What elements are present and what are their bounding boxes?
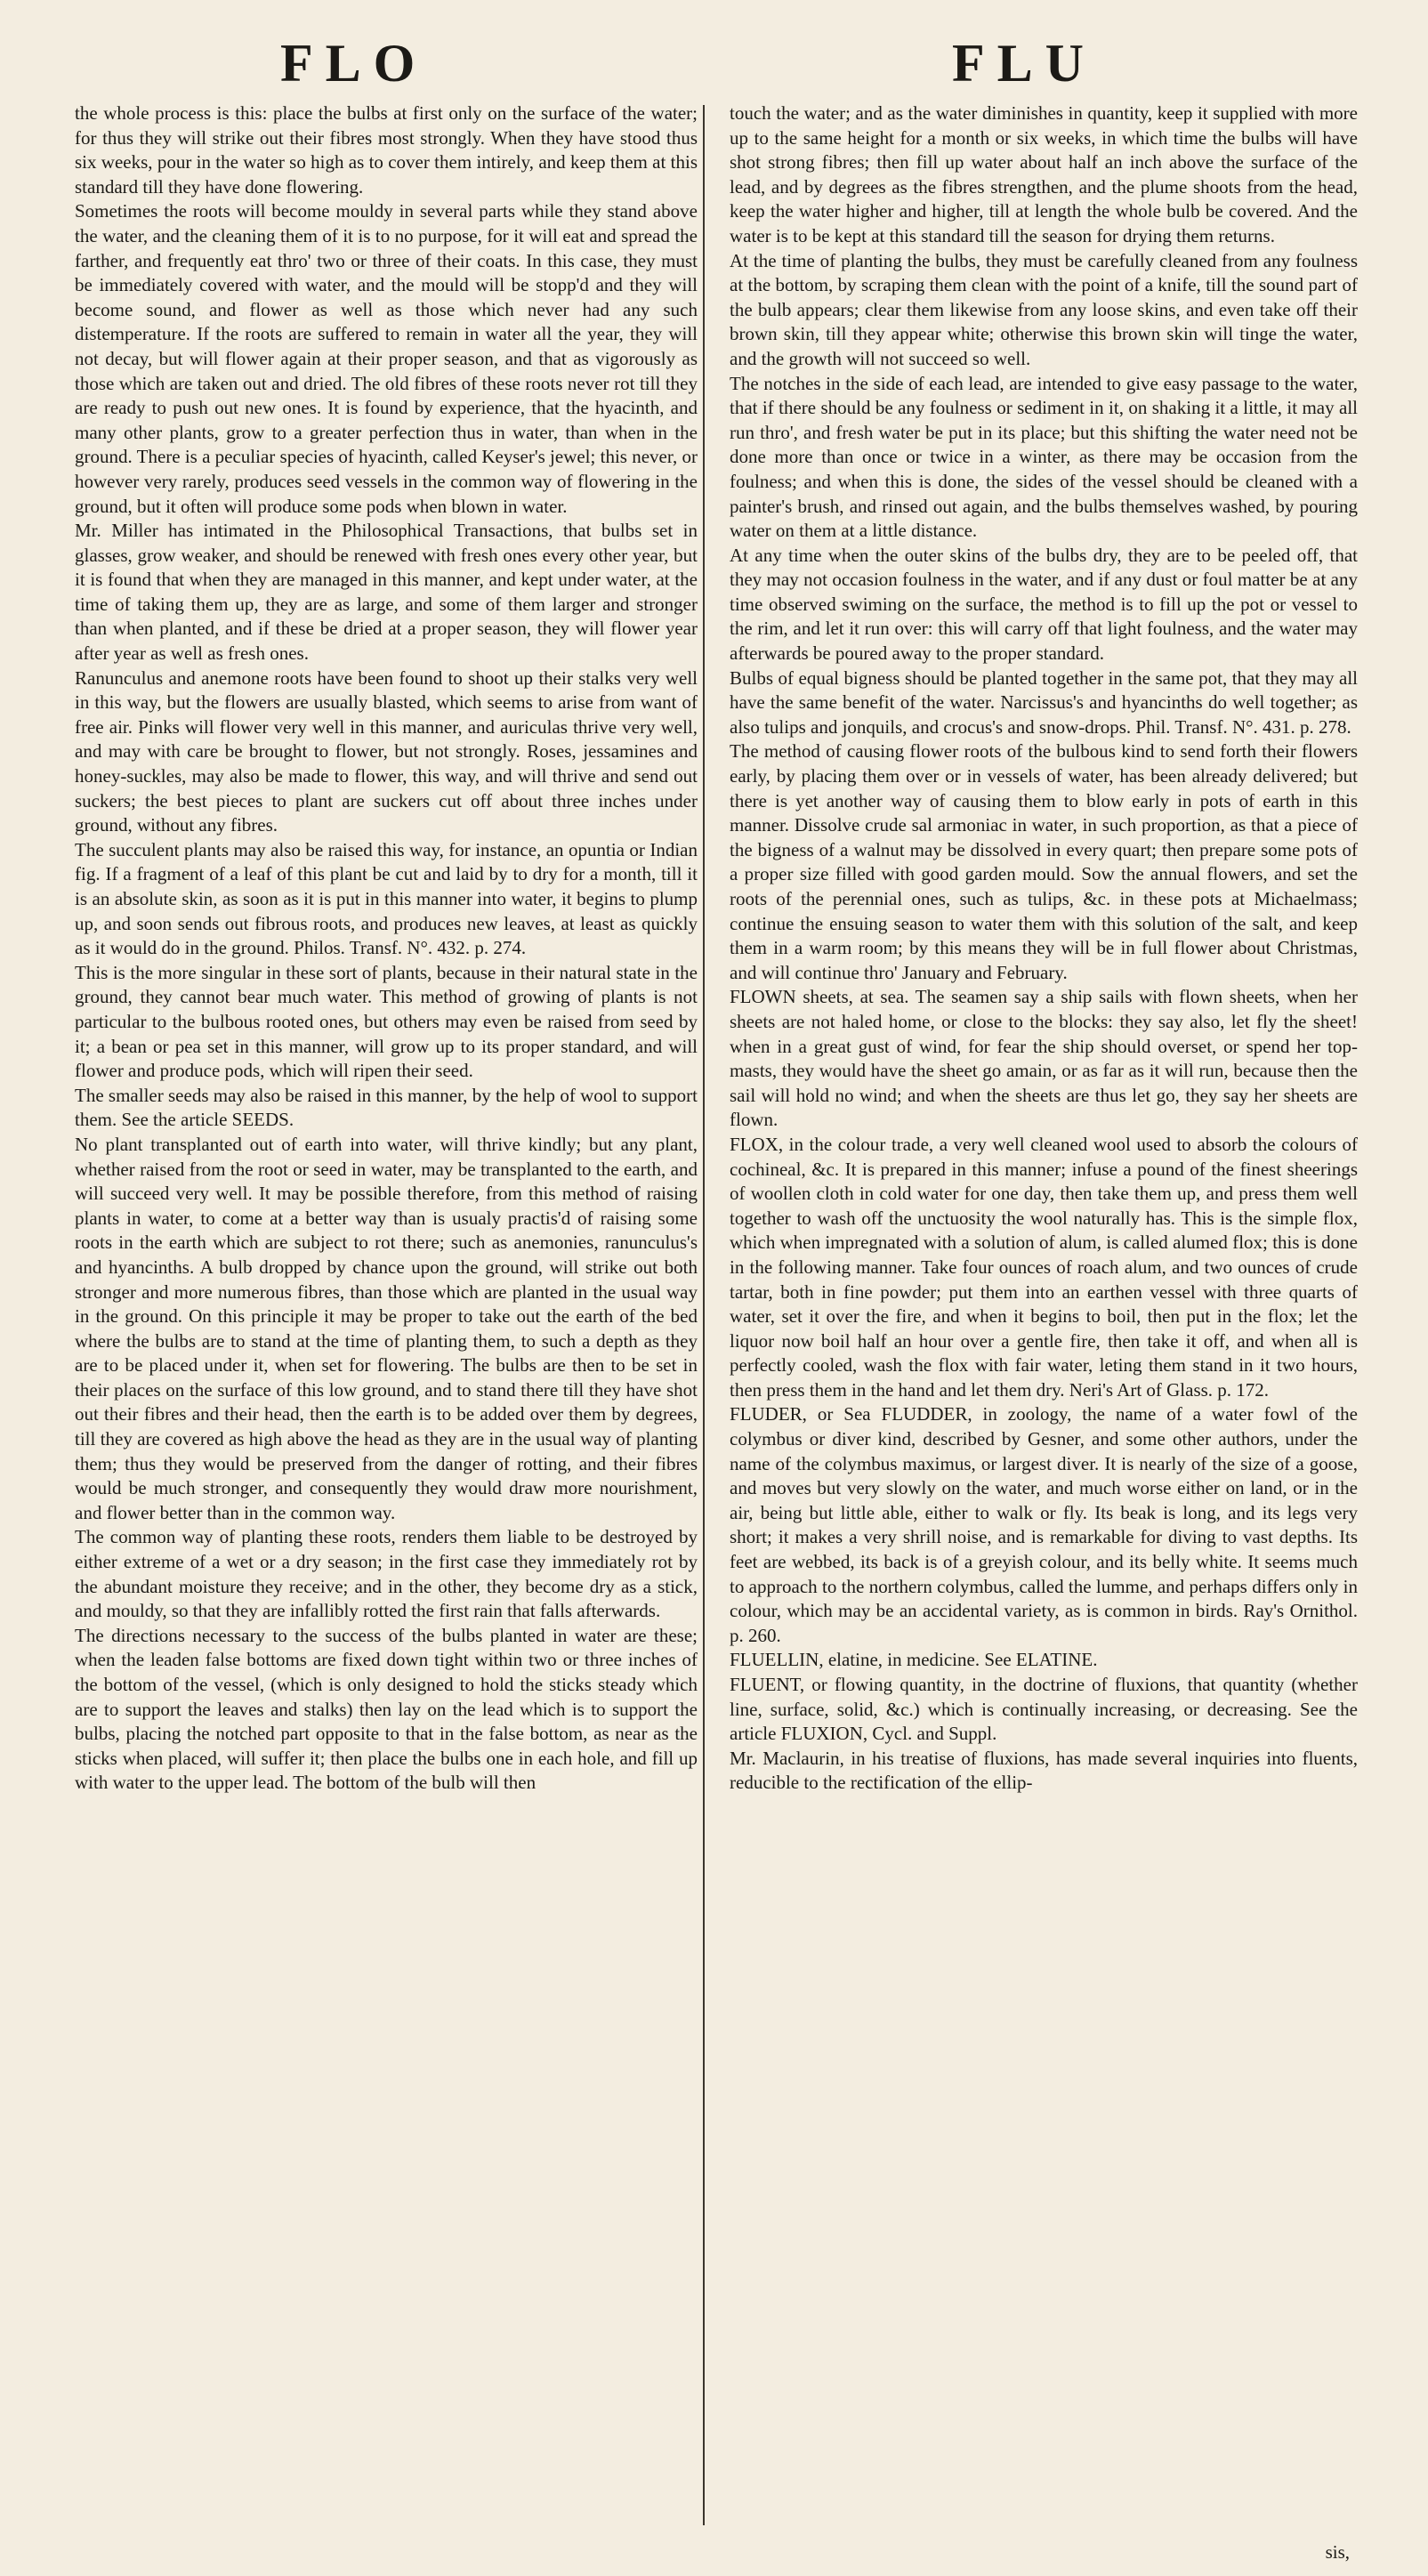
- paragraph: Sometimes the roots will become mouldy in several parts while they stand above the water, and the cleaning them of it is to no purpose, for it will eat and spread the farther, and frequently eat thro' two or three of their coats. In this case, they must be immediately covered with water, and the mould will be stopp'd and they will become sound, and flower as well as those which never had any such distemperature. If the roots are suffered to remain in water all the year, they will not decay, but will flower again at their proper season, and that as vigorously as those which are taken out and dried. The old fibres of these roots never rot till they are ready to push out new ones. It is found by experience, that the hyacinth, and many other plants, grow to a greater perfection thus in water, than when in the ground. There is a peculiar species of hyacinth, called Keyser's jewel; this never, or however very rarely, produces seed vessels in the common way of flowering in the ground, but it often will produce some pods when blown in water.: [75, 200, 698, 517]
- entry-flox: FLOX, in the colour trade, a very well cleaned wool used to absorb the colours of cochineal, &c. It is prepared in this manner; infuse a pound of the finest sheerings of woollen cloth in cold water for one day, then take them up, and press them well together to wash off the unctuosity the wool naturally has. This is the simple flox, which when impregnated with a solution of alum, is called alumed flox; this is done in the following manner. Take four ounces of roach alum, and two ounces of crude tartar, both in fine powder; put them into an earthen vessel with three quarts of water, set it over the fire, and when it begins to boil, then put in the flox; let the liquor now boil half an hour over a gentle fire, then take it off, and when all is perfectly cooled, wash the flox with fair water, leting them stand in it two hours, then press them in the hand and let them dry. Neri's Art of Glass. p. 172.: [730, 1133, 1358, 1401]
- paragraph: The directions necessary to the success of the bulbs planted in water are these; when the leaden false bottoms are fixed down tight within two or three inches of the bottom of the vessel, (which is only designed to hold the sticks steady which are to support the leaves and stalks) then lay on the lead which is to support the bulbs, placing the notched part opposite to that in the false bottom, as near as the sticks when placed, will suffer it; then place the bulbs one in each hole, and fill up with water to the upper lead. The bottom of the bulb will then: [75, 1624, 698, 1794]
- paragraph: The smaller seeds may also be raised in this manner, by the help of wool to support them. See the article SEEDS.: [75, 1084, 698, 1131]
- page-header-left: FLO: [280, 34, 428, 93]
- entry-fluder: FLUDER, or Sea FLUDDER, in zoology, the name of a water fowl of the colymbus or diver kind, described by Gesner, and some other authors, under the name of the colymbus maximus, or largest diver. It is nearly of the size of a goose, and moves but very slowly on the water, and much worse either on land, or in the air, being but little able, either to walk or fly. Its beak is long, and its legs very short; it makes a very shrill noise, and is remarkable for diving to vast depths. Its feet are webbed, its back is of a greyish colour, and its belly white. It seems much to approach to the northern colymbus, called the lumme, and perhaps differs only in colour, which may be an accidental variety, as is common in birds. Ray's Ornithol. p. 260.: [730, 1403, 1358, 1646]
- paragraph: The succulent plants may also be raised this way, for instance, an opuntia or Indian fig. If a fragment of a leaf of this plant be cut and laid by to dry for a month, till it is an absolute skin, as soon as it is put in this manner into water, it begins to plump up, and soon sends out fibrous roots, and produces new leaves, at least as quickly as it would do in the ground. Philos. Transf. N°. 432. p. 274.: [75, 838, 698, 959]
- column-divider: [703, 105, 705, 2525]
- left-column: [75, 101, 698, 2557]
- paragraph: Mr. Maclaurin, in his treatise of fluxions, has made several inquiries into fluents, reducible to the rectification of the ellip-: [730, 1747, 1358, 1794]
- page-header-right: FLU: [952, 34, 1096, 93]
- paragraph: The notches in the side of each lead, are intended to give easy passage to the water, that if there should be any foulness or sediment in it, on shaking it a little, it may all run thro', and fresh water be put in its place; but this shifting the water need not be done more than once or twice in a winter, as there may be occasion from the foulness; and when this is done, the sides of the vessel should be cleaned with a painter's brush, and rinsed out again, and the bulbs themselves washed, by pouring water on them at a little distance.: [730, 372, 1358, 542]
- paragraph: Ranunculus and anemone roots have been found to shoot up their stalks very well in this way, but the flowers are usually blasted, which seems to arise from want of free air. Pinks will flower very well in this manner, and auriculas thrive very well, and may with care be brought to flower, but not strongly. Roses, jessamines and honey-suckles, may also be made to flower, this way, and will thrive and send out suckers; the best pieces to plant are suckers cut off about three inches under ground, without any fibres.: [75, 666, 698, 836]
- paragraph: Mr. Miller has intimated in the Philosophical Transactions, that bulbs set in glasses, grow weaker, and should be renewed with fresh ones every other year, but it is found that when they are managed in this manner, and kept under water, at the time of taking them up, they are as large, and some of them larger and stronger than when planted, and if these be dried at a proper season, they will flower year after year as well as fresh ones.: [75, 520, 698, 665]
- entry-fluent: FLUENT, or flowing quantity, in the doctrine of fluxions, that quantity (whether line, surface, solid, &c.) which is continually increasing, or decreasing. See the article FLUXION, Cycl. and Suppl.: [730, 1674, 1358, 1745]
- paragraph: Bulbs of equal bigness should be planted together in the same pot, that they may all have the same benefit of the water. Narcissus's and hyancinths do well together; as also tulips and jonquils, and crocus's and snow-drops. Phil. Transf. N°. 431. p. 278.: [730, 666, 1358, 738]
- entry-fluellin: FLUELLIN, elatine, in medicine. See ELATINE.: [730, 1649, 1098, 1671]
- catchword: sis,: [1325, 2541, 1350, 2563]
- paragraph: At any time when the outer skins of the bulbs dry, they are to be peeled off, that they may not occasion foulness in the water, and if any dust or foul matter be at any time observed swiming on the surface, the method is to fill up the pot or vessel to the rim, and let it run over: this will carry off that light foulness, and the water may afterwards be poured away to the proper standard.: [730, 544, 1358, 665]
- right-column: [730, 101, 1358, 2557]
- paragraph: The common way of planting these roots, renders them liable to be destroyed by either extreme of a wet or a dry season; in the first case they immediately rot by the abundant moisture they receive; and in the other, they become dry as a stick, and mouldy, so that they are infallibly rotted the first rain that falls afterwards.: [75, 1526, 698, 1622]
- entry-flown: FLOWN sheets, at sea. The seamen say a ship sails with flown sheets, when her sheets are not haled home, or close to the blocks: they say also, let fly the sheet! when in a great gust of wind, for fear the ship should overset, or spend her top-masts, they would have the sheet go amain, or as far as it will run, because then the sail will hold no wind; and when the sheets are thus let go, they say her sheets are flown.: [730, 986, 1358, 1131]
- paragraph: No plant transplanted out of earth into water, will thrive kindly; but any plant, whether raised from the root or seed in water, may be transplanted to the earth, and will succeed very well. It may be possible therefore, from this method of raising plants in water, to come at a better way than is usualy practis'd of raising some roots in the earth which are subject to rot there; such as anemonies, ranunculus's and hyancinths. A bulb dropped by chance upon the ground, will strike out both stronger and more numerous fibres, than those which are planted in the usual way in the ground. On this principle it may be proper to take out the earth of the bed where the bulbs are to stand at the time of planting them, to such a depth as they are to be placed under it, when set for flowering. The bulbs are then to be set in their places on the surface of this low ground, and to stand there till they have shot out their fibres and their head, then the earth is to be added over them by degrees, till they are covered as high above the head as they are in the usual way of planting them; thus they would be preserved from the danger of rotting, and their fibres would be much stronger, and consequently they would draw more nourishment, and flower better than in the common way.: [75, 1133, 698, 1523]
- paragraph: the whole process is this: place the bulbs at first only on the surface of the water; for thus they will strike out their fibres most strongly. When they have stood thus six weeks, pour in the water so high as to cover them intirely, and keep them at this standard till they have done flowering.: [75, 102, 698, 198]
- paragraph: The method of causing flower roots of the bulbous kind to send forth their flowers early, by placing them over or in vessels of water, has been already delivered; but there is yet another way of causing them to blow early in pots of earth in this manner. Dissolve crude sal armoniac in water, in such proportion, as that a piece of the bigness of a walnut may be dissolved in every quart; then prepare some pots of a proper size filled with good garden mould. Sow the annual flowers, and set the roots of the perennial ones, such as tulips, &c. in these pots at Michaelmass; continue the ensuing season to water them with this solution of the salt, and keep them in a warm room; by this means they will be in full flower about Christmas, and will continue thro' January and February.: [730, 740, 1358, 983]
- paragraph: This is the more singular in these sort of plants, because in their natural state in the ground, they cannot bear much water. This method of growing of plants is not particular to the bulbous rooted ones, but others may even be raised from seed by it; a bean or pea set in this manner, will grow up to its proper standard, and will flower and produce pods, which will ripen their seed.: [75, 961, 698, 1082]
- paragraph: touch the water; and as the water diminishes in quantity, keep it supplied with more up to the same height for a month or six weeks, in which time the bulbs will have shot strong fibres; then fill up water about half an inch above the surface of the lead, and by degrees as the fibres strengthen, and the plume shoots from the head, keep the water higher and higher, till at length the whole bulb be covered. And the water is to be kept at this standard till the season for drying them returns.: [730, 102, 1358, 246]
- paragraph: At the time of planting the bulbs, they must be carefully cleaned from any foulness at the bottom, by scraping them clean with the point of a knife, till the sound part of the bulb appears; clear them likewise from any loose skins, and even take off their brown skin, till they appear white; otherwise this brown skin will tinge the water, and the growth will not succeed so well.: [730, 249, 1358, 369]
